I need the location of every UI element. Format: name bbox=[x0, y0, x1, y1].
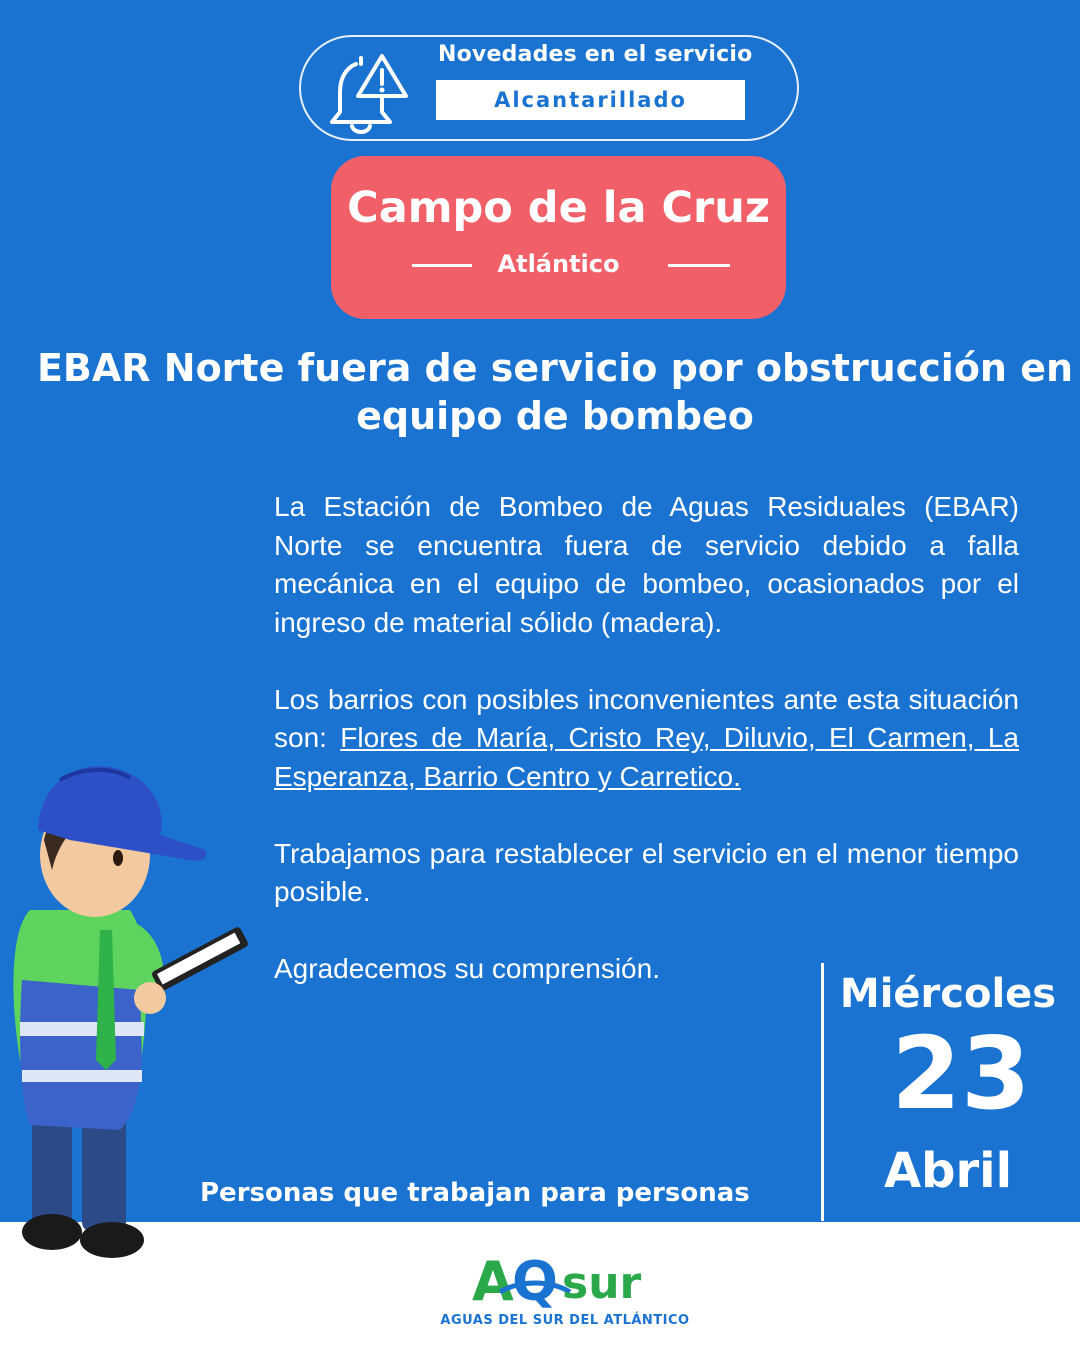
header-title: Novedades en el servicio bbox=[438, 42, 753, 67]
headline: EBAR Norte fuera de servicio por obstrucción en equipo de bombeo bbox=[36, 346, 1074, 438]
neighborhoods-list: Flores de María, Cristo Rey, Diluvio, El Carmen, La Esperanza, Barrio Centro y Carretico. bbox=[274, 722, 1020, 792]
logo-subtitle: AGUAS DEL SUR DEL ATLÁNTICO bbox=[440, 1313, 690, 1328]
paragraph-thanks: Agradecemos su comprensión. bbox=[274, 953, 660, 984]
service-label: Alcantarillado bbox=[436, 80, 745, 120]
paragraph-neighborhoods bbox=[274, 681, 1019, 797]
bell-alert-icon bbox=[326, 52, 410, 138]
aqsur-logo bbox=[470, 1250, 670, 1310]
location-city: Campo de la Cruz bbox=[347, 183, 770, 233]
date-divider bbox=[821, 963, 824, 1221]
location-region: Atlántico bbox=[497, 250, 620, 278]
neighborhoods-intro: Los barrios con posibles inconvenientes ante esta situación son: bbox=[274, 683, 1019, 753]
date-weekday: Miércoles bbox=[839, 971, 1057, 1017]
slogan: Personas que trabajan para personas bbox=[200, 1178, 750, 1208]
worker-illustration bbox=[0, 740, 280, 1260]
date-day: 23 bbox=[891, 1015, 1031, 1132]
logo-letter-q: Q bbox=[512, 1250, 558, 1310]
logo-letter-a: A bbox=[472, 1250, 514, 1310]
location-badge bbox=[331, 156, 786, 319]
paragraph-working: Trabajamos para restablecer el servicio en el menor tiempo posible. bbox=[274, 837, 1019, 907]
divider-right bbox=[668, 264, 730, 267]
paragraph-incident: La Estación de Bombeo de Aguas Residuales (EBAR) Norte se encuentra fuera de servicio debido a falla mecánica en el equipo de bombeo, ocasionados por el ingreso de material sólido (madera). bbox=[274, 491, 1019, 638]
date-month: Abril bbox=[883, 1143, 1013, 1199]
logo-sur: sur bbox=[562, 1258, 642, 1309]
body-text bbox=[274, 488, 1019, 989]
